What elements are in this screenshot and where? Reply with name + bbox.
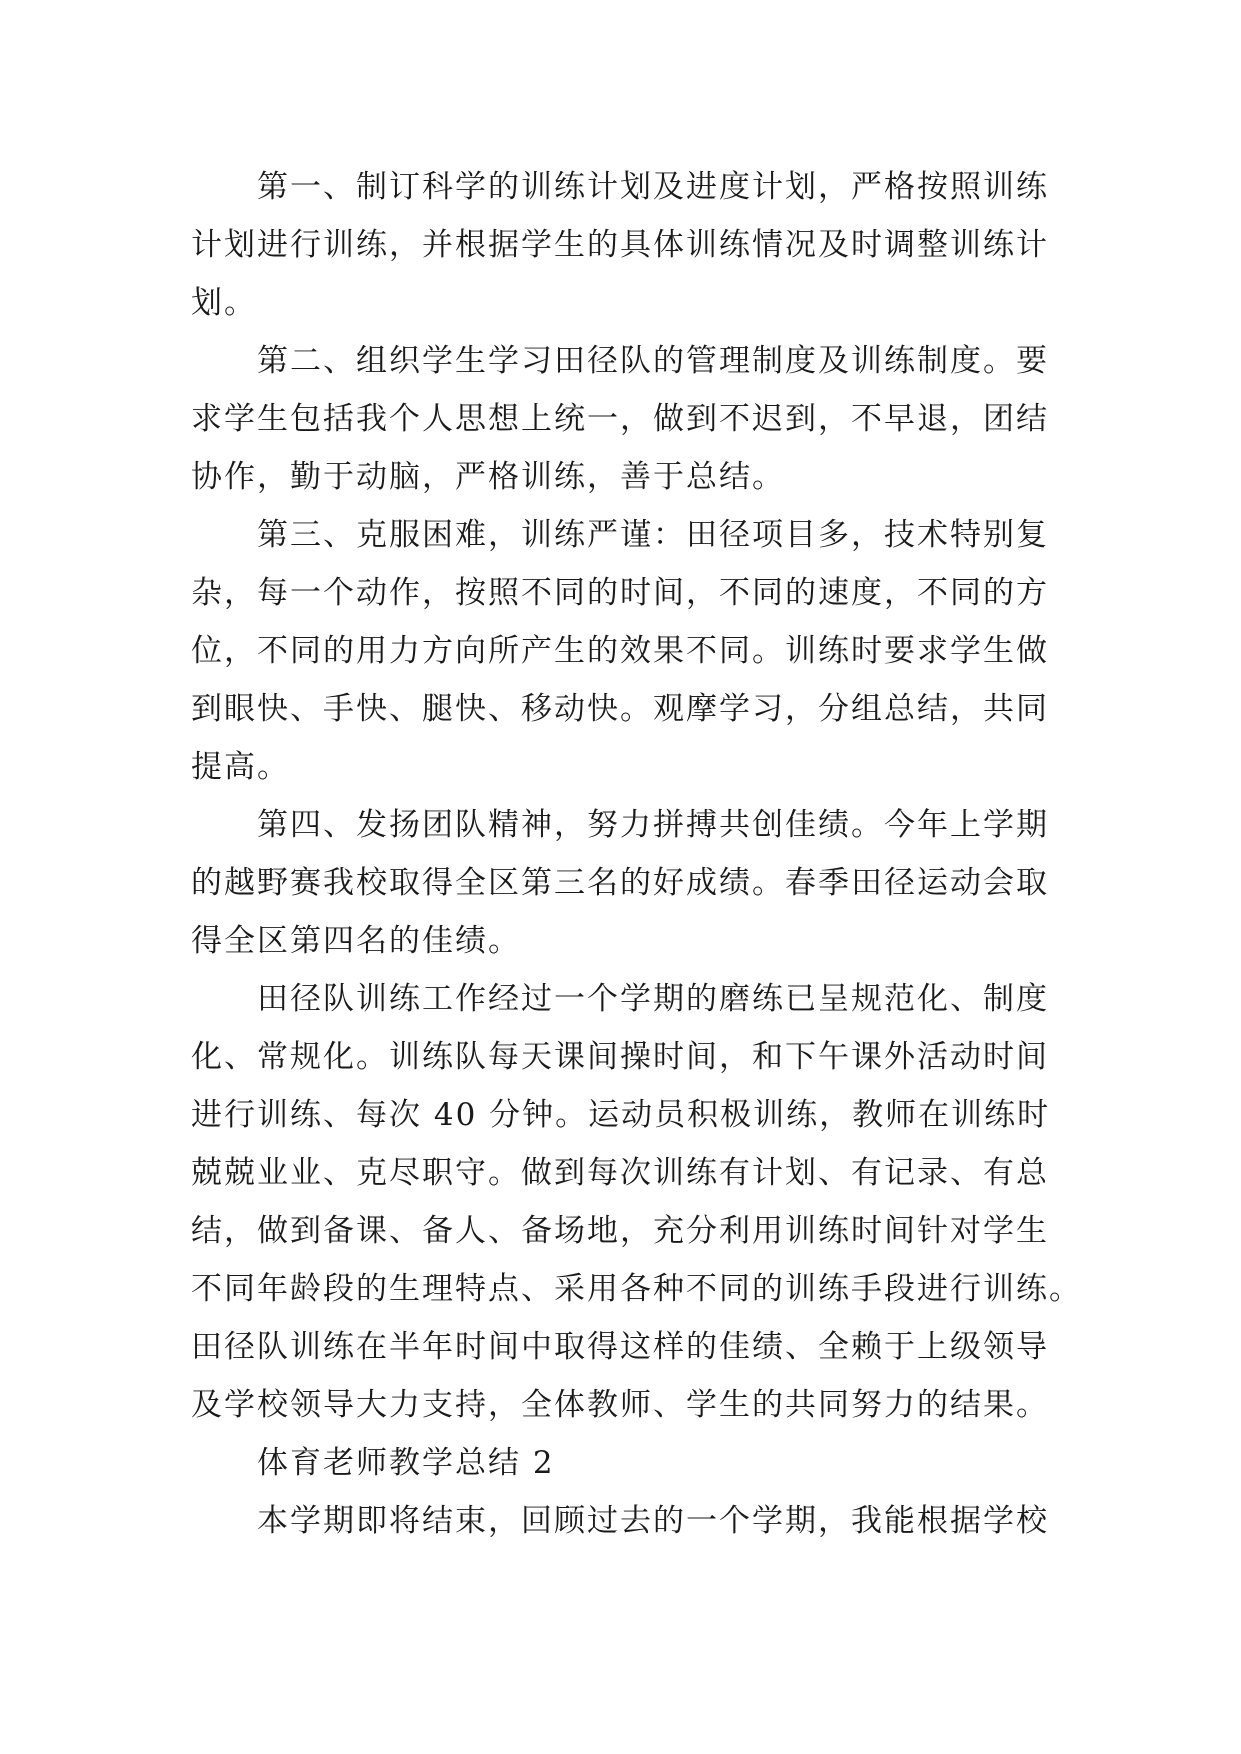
text-line: 结，做到备课、备人、备场地，充分利用训练时间针对学生 <box>191 1213 1049 1249</box>
text-line: 第二、组织学生学习田径队的管理制度及训练制度。要 <box>257 343 1049 379</box>
text-line: 兢兢业业、克尽职守。做到每次训练有计划、有记录、有总 <box>191 1155 1049 1191</box>
text-line: 化、常规化。训练队每天课间操时间，和下午课外活动时间 <box>191 1039 1049 1075</box>
text-line: 进行训练、每次 40 分钟。运动员积极训练，教师在训练时 <box>191 1097 1051 1133</box>
text-line: 协作，勤于动脑，严格训练，善于总结。 <box>191 459 785 495</box>
text-line: 求学生包括我个人思想上统一，做到不迟到，不早退，团结 <box>191 401 1049 437</box>
text-line: 划。 <box>191 285 257 321</box>
text-line: 计划进行训练，并根据学生的具体训练情况及时调整训练计 <box>191 227 1049 263</box>
text-line: 田径队训练工作经过一个学期的磨练已呈规范化、制度 <box>257 981 1049 1017</box>
text-line: 杂，每一个动作，按照不同的时间，不同的速度，不同的方 <box>191 575 1049 611</box>
section-heading: 体育老师教学总结 2 <box>257 1445 555 1481</box>
text-line: 第一、制订科学的训练计划及进度计划，严格按照训练 <box>257 169 1049 205</box>
text-line: 得全区第四名的佳绩。 <box>191 923 521 959</box>
text-line: 位，不同的用力方向所产生的效果不同。训练时要求学生做 <box>191 633 1049 669</box>
document-body <box>191 158 1082 1550</box>
text-line: 提高。 <box>191 749 290 785</box>
text-line: 田径队训练在半年时间中取得这样的佳绩、全赖于上级领导 <box>191 1329 1049 1365</box>
text-line: 的越野赛我校取得全区第三名的好成绩。春季田径运动会取 <box>191 865 1049 901</box>
text-line: 到眼快、手快、腿快、移动快。观摩学习，分组总结，共同 <box>191 691 1049 727</box>
text-line: 第四、发扬团队精神，努力拼搏共创佳绩。今年上学期 <box>257 807 1049 843</box>
text-line: 本学期即将结束，回顾过去的一个学期，我能根据学校 <box>257 1503 1049 1539</box>
text-line: 及学校领导大力支持，全体教师、学生的共同努力的结果。 <box>191 1387 1049 1423</box>
text-line: 第三、克服困难，训练严谨：田径项目多，技术特别复 <box>257 517 1049 553</box>
text-line: 不同年龄段的生理特点、采用各种不同的训练手段进行训练。 <box>191 1271 1082 1307</box>
